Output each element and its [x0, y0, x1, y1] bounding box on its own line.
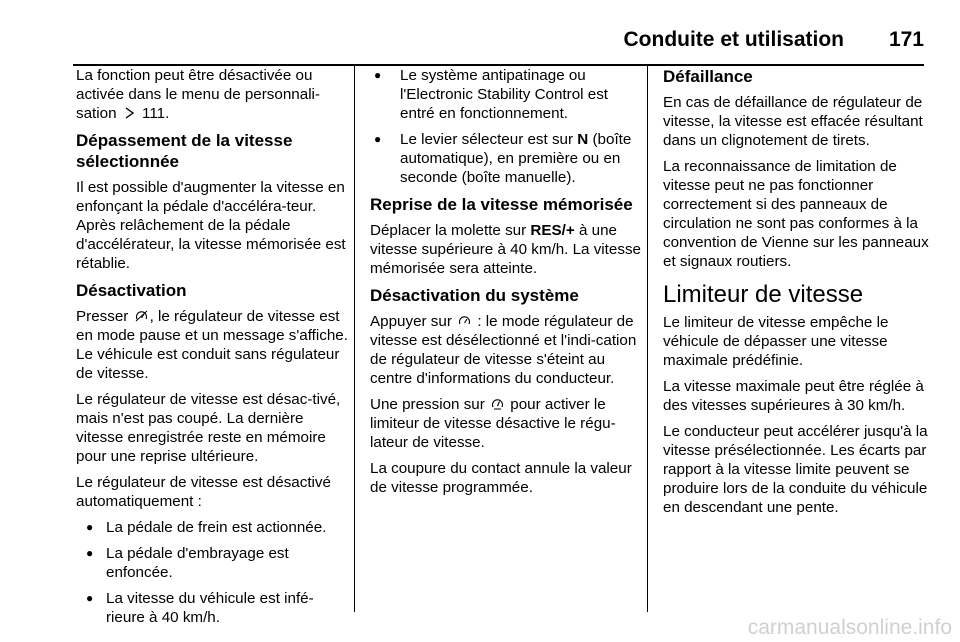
paragraph: Presser , le régulateur de vitesse est en mode pause et un message s'affiche. Le véhicule est conduit sans régulateur de vitesse.	[76, 308, 348, 382]
list-item: ● Le levier sélecteur est sur N (boîte automatique), en première ou en seconde (boîte manuelle).	[370, 130, 642, 187]
cruise-cancel-icon	[135, 310, 148, 322]
heading-limiteur: Limiteur de vitesse	[663, 281, 864, 308]
column-1	[76, 66, 348, 634]
paragraph: En cas de défaillance de régulateur de vitesse, la vitesse est effacée résultant dans un clignotement de tirets.	[663, 94, 923, 149]
paragraph: La reconnaissance de limitation de vitesse peut ne pas fonctionner correctement si des panneaux de circulation ne sont pas conformes à la convention de Vienne sur les panneaux et signaux routiers.	[663, 158, 929, 270]
column-2	[370, 66, 642, 504]
column-divider	[354, 66, 355, 612]
paragraph: Le limiteur de vitesse empêche le véhicule de dépasser une vitesse maximale prédéfinie.	[663, 314, 889, 369]
heading-depassement: Dépassement de la vitesse sélectionnée	[76, 131, 293, 171]
paragraph: Le régulateur de vitesse est désactivé automatiquement :	[76, 474, 331, 510]
heading-defaillance: Défaillance	[663, 67, 753, 86]
paragraph: Le conducteur peut accélérer jusqu'à la vitesse présélectionnée. Les écarts par rapport à la vitesse limite peuvent se produire lors de la conduite du véhicule en descendant une pente.	[663, 423, 928, 516]
list-item: ● La pédale de frein est actionnée.	[76, 518, 348, 537]
paragraph: Il est possible d'augmenter la vitesse en enfonçant la pédale d'accéléra-teur. Après relâchement de la pédale d'accélérateur, la vitesse mémorisée est rétablie.	[76, 179, 346, 272]
list-item: ● La pédale d'embrayage est enfoncée.	[76, 544, 348, 582]
arrow-ref-icon	[123, 107, 136, 119]
paragraph: Le régulateur de vitesse est désac-tivé, mais n'est pas coupé. La dernière vitesse enregistrée reste en mémoire pour une reprise ultérieure.	[76, 391, 341, 465]
page-number: 171	[888, 28, 924, 51]
cruise-control-icon	[458, 315, 471, 327]
list-item: ● La vitesse du véhicule est infé-rieure à 40 km/h.	[76, 589, 348, 627]
column-divider	[647, 66, 648, 612]
paragraph: Une pression sur pour activer le limiteur de vitesse désactive le régu-lateur de vitesse.	[370, 396, 616, 451]
paragraph: La vitesse maximale peut être réglée à des vitesses supérieures à 30 km/h.	[663, 378, 924, 414]
paragraph: La fonction peut être désactivée ou activée dans le menu de personnali-sation 111.	[76, 67, 320, 122]
paragraph: Appuyer sur : le mode régulateur de vitesse est désélectionné et l'indi-cation de régulateur de vitesse s'éteint au centre d'informations du conducteur.	[370, 313, 637, 387]
page-header	[0, 24, 960, 54]
paragraph: La coupure du contact annule la valeur de vitesse programmée.	[370, 460, 632, 496]
column-3	[663, 66, 935, 524]
heading-desactivation: Désactivation	[76, 281, 187, 300]
speed-limiter-icon	[491, 398, 504, 410]
watermark: carmanualsonline.info	[747, 616, 952, 639]
section-title: Conduite et utilisation	[623, 28, 844, 51]
heading-desactivation-systeme: Désactivation du système	[370, 286, 579, 305]
paragraph: Déplacer la molette sur RES/+ à une vitesse supérieure à 40 km/h. La vitesse mémorisée sera atteinte.	[370, 222, 641, 277]
list-item: ● Le système antipatinage ou l'Electronic Stability Control est entré en fonctionnement.	[370, 66, 642, 123]
heading-reprise: Reprise de la vitesse mémorisée	[370, 195, 633, 214]
